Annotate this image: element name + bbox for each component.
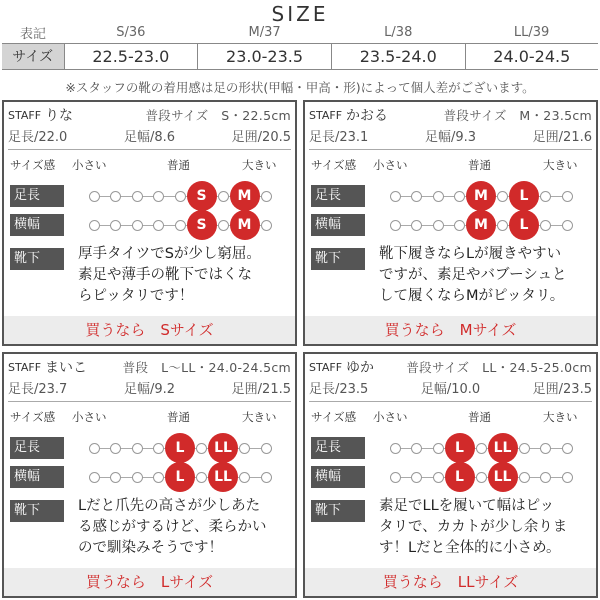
scale-point (110, 191, 121, 202)
foot-measurements (8, 126, 291, 146)
scale-point (239, 443, 250, 454)
size-marker: L (509, 210, 539, 240)
staff-name: かおる (346, 108, 389, 124)
row-label-sock: 靴下 (10, 500, 64, 522)
size-marker: LL (488, 433, 518, 463)
scale-point (497, 220, 508, 231)
scale-small-label: 小さい (72, 410, 107, 424)
staff-usual-size: 普段サイズ M・23.5cm (443, 108, 592, 123)
divider (309, 149, 592, 150)
staff-comment (379, 244, 586, 307)
comment-line: して履くならMがピッタリ。 (379, 288, 565, 304)
scale-point (132, 220, 143, 231)
comment-line: 靴下履きならLが履きやすい (379, 246, 562, 262)
comment-line: ですが、素足やバブーシュと (379, 267, 567, 283)
page-title: SIZE (271, 2, 329, 26)
foot-girth: 足囲/20.5 (231, 130, 291, 145)
scale-point (540, 191, 551, 202)
comment-line: す！Lだと全体的に小さめ。 (379, 540, 561, 556)
staff-usual-size: 普段サイズ LL・24.5-25.0cm (406, 360, 592, 375)
staff-panel (2, 352, 297, 598)
scale-point (153, 220, 164, 231)
staff-header (8, 105, 291, 125)
scale-point (261, 443, 272, 454)
comment-line: る感じがするけど、柔らかい (78, 519, 267, 535)
staff-tag: STAFF (309, 360, 343, 374)
recommended-size: 買うなら Sサイズ (4, 316, 295, 344)
foot-measurements (309, 126, 592, 146)
foot-measurements (309, 378, 592, 398)
size-table-header-row (2, 23, 598, 43)
fit-note: ※スタッフの靴の着用感は足の形状(甲幅・甲高・形)によって個人差がございます。 (65, 80, 535, 95)
size-range-cell: 24.0-24.5 (465, 43, 598, 69)
foot-length: 足長/22.0 (8, 130, 68, 145)
scale-big-label: 大きい (543, 410, 578, 424)
scale-point (476, 472, 487, 483)
size-column-label: LL/39 (465, 23, 598, 43)
size-column-label: L/38 (331, 23, 465, 43)
foot-length: 足長/23.7 (8, 382, 68, 397)
row-label-sock: 靴下 (311, 500, 365, 522)
length-fit-scale (387, 181, 575, 211)
row-label-width: 横幅 (10, 214, 64, 236)
scale-point (239, 472, 250, 483)
comment-line: ので馴染みそうです！ (78, 540, 223, 556)
scale-point (454, 191, 465, 202)
divider (309, 401, 592, 402)
scale-point (132, 472, 143, 483)
staff-name: ゆか (346, 360, 375, 376)
scale-point (218, 191, 229, 202)
size-marker: L (165, 462, 195, 492)
size-marker: S (187, 181, 217, 211)
foot-width: 足幅/10.0 (420, 382, 481, 397)
scale-point (411, 443, 422, 454)
foot-girth: 足囲/23.5 (532, 382, 592, 397)
staff-panel (303, 100, 598, 346)
size-table-value-row (2, 43, 598, 69)
foot-length: 足長/23.5 (309, 382, 369, 397)
scale-point (390, 191, 401, 202)
scale-normal-label: 普通 (468, 158, 491, 172)
scale-point (411, 220, 422, 231)
scale-point (110, 472, 121, 483)
size-marker: S (187, 210, 217, 240)
size-marker: M (466, 181, 496, 211)
length-fit-scale (86, 181, 274, 211)
row-label-length: 足長 (10, 437, 64, 459)
divider (8, 149, 291, 150)
scale-point (89, 472, 100, 483)
staff-usual-size: 普段サイズ S・22.5cm (145, 108, 291, 123)
comment-line: タリで、カカトが少し余りま (379, 519, 568, 535)
recommended-size: 買うなら LLサイズ (305, 568, 596, 596)
scale-title: サイズ感 (10, 410, 56, 424)
scale-point (519, 443, 530, 454)
scale-header (4, 407, 295, 425)
comment-line: Lだと爪先の高さが少しあた (78, 498, 261, 514)
scale-big-label: 大きい (242, 158, 277, 172)
row-label-width: 横幅 (10, 466, 64, 488)
scale-point (497, 191, 508, 202)
staff-name: まいこ (45, 360, 88, 376)
scale-point (562, 220, 573, 231)
size-marker: L (509, 181, 539, 211)
staff-comment (78, 496, 285, 559)
scale-header (305, 407, 596, 425)
foot-measurements (8, 378, 291, 398)
scale-point (562, 443, 573, 454)
width-fit-scale (387, 210, 575, 240)
scale-point (540, 472, 551, 483)
recommended-size: 買うなら Lサイズ (4, 568, 295, 596)
foot-width: 足幅/9.2 (123, 382, 176, 397)
scale-point (454, 220, 465, 231)
scale-point (175, 191, 186, 202)
comment-line: 素足や薄手の靴下ではくな (78, 267, 252, 283)
scale-title: サイズ感 (10, 158, 56, 172)
scale-point (261, 220, 272, 231)
scale-point (132, 191, 143, 202)
scale-point (562, 472, 573, 483)
size-table-row-label: サイズ (2, 43, 64, 69)
scale-point (411, 472, 422, 483)
size-column-label: M/37 (198, 23, 332, 43)
foot-girth: 足囲/21.6 (532, 130, 592, 145)
staff-tag: STAFF (309, 108, 343, 122)
size-marker: M (466, 210, 496, 240)
comment-line: らピッタリです！ (78, 288, 194, 304)
staff-tag: STAFF (8, 108, 42, 122)
staff-name: りな (45, 108, 74, 124)
scale-point (153, 472, 164, 483)
foot-width: 足幅/9.3 (424, 130, 477, 145)
row-label-sock: 靴下 (10, 248, 64, 270)
staff-panel (303, 352, 598, 598)
scale-point (562, 191, 573, 202)
staff-header (8, 357, 291, 377)
scale-point (433, 191, 444, 202)
scale-point (433, 443, 444, 454)
scale-title: サイズ感 (311, 158, 357, 172)
scale-normal-label: 普通 (468, 410, 491, 424)
scale-small-label: 小さい (373, 410, 408, 424)
scale-point (110, 443, 121, 454)
scale-point (476, 443, 487, 454)
foot-width: 足幅/8.6 (123, 130, 176, 145)
size-marker: LL (488, 462, 518, 492)
scale-point (196, 443, 207, 454)
size-marker: L (445, 462, 475, 492)
foot-length: 足長/23.1 (309, 130, 369, 145)
scale-small-label: 小さい (72, 158, 107, 172)
comment-line: 厚手タイツでSが少し窮屈。 (78, 246, 261, 262)
width-fit-scale (86, 462, 274, 492)
staff-panel (2, 100, 297, 346)
scale-point (89, 220, 100, 231)
scale-point (153, 191, 164, 202)
size-column-label: S/36 (64, 23, 198, 43)
scale-point (132, 443, 143, 454)
size-table-header-label: 表記 (2, 23, 64, 43)
row-label-width: 横幅 (311, 214, 365, 236)
size-marker: L (445, 433, 475, 463)
scale-point (433, 472, 444, 483)
scale-point (390, 220, 401, 231)
width-fit-scale (387, 462, 575, 492)
scale-point (110, 220, 121, 231)
size-marker: LL (208, 462, 238, 492)
comment-line: 素足でLLを履いて幅はピッ (379, 498, 555, 514)
foot-girth: 足囲/21.5 (231, 382, 291, 397)
length-fit-scale (387, 433, 575, 463)
scale-point (89, 191, 100, 202)
scale-small-label: 小さい (373, 158, 408, 172)
scale-point (411, 191, 422, 202)
divider (8, 401, 291, 402)
scale-point (261, 191, 272, 202)
size-range-cell: 23.5-24.0 (331, 43, 465, 69)
staff-tag: STAFF (8, 360, 42, 374)
staff-header (309, 357, 592, 377)
staff-comment (78, 244, 285, 307)
scale-point (89, 443, 100, 454)
size-marker: M (230, 181, 260, 211)
size-table (2, 23, 598, 70)
size-marker: L (165, 433, 195, 463)
row-label-sock: 靴下 (311, 248, 365, 270)
scale-point (540, 443, 551, 454)
scale-point (519, 472, 530, 483)
size-marker: M (230, 210, 260, 240)
row-label-width: 横幅 (311, 466, 365, 488)
scale-point (390, 443, 401, 454)
width-fit-scale (86, 210, 274, 240)
scale-point (175, 220, 186, 231)
recommended-size: 買うなら Mサイズ (305, 316, 596, 344)
size-range-cell: 23.0-23.5 (198, 43, 332, 69)
scale-normal-label: 普通 (167, 410, 190, 424)
scale-point (433, 220, 444, 231)
scale-point (196, 472, 207, 483)
scale-header (4, 155, 295, 173)
scale-point (390, 472, 401, 483)
scale-big-label: 大きい (543, 158, 578, 172)
scale-point (261, 472, 272, 483)
scale-title: サイズ感 (311, 410, 357, 424)
size-marker: LL (208, 433, 238, 463)
scale-normal-label: 普通 (167, 158, 190, 172)
row-label-length: 足長 (10, 185, 64, 207)
scale-header (305, 155, 596, 173)
staff-comment (379, 496, 586, 559)
staff-usual-size: 普段 L〜LL・24.0-24.5cm (122, 360, 291, 375)
row-label-length: 足長 (311, 437, 365, 459)
size-range-cell: 22.5-23.0 (64, 43, 198, 69)
scale-point (540, 220, 551, 231)
staff-header (309, 105, 592, 125)
row-label-length: 足長 (311, 185, 365, 207)
scale-point (153, 443, 164, 454)
scale-point (218, 220, 229, 231)
scale-big-label: 大きい (242, 410, 277, 424)
length-fit-scale (86, 433, 274, 463)
